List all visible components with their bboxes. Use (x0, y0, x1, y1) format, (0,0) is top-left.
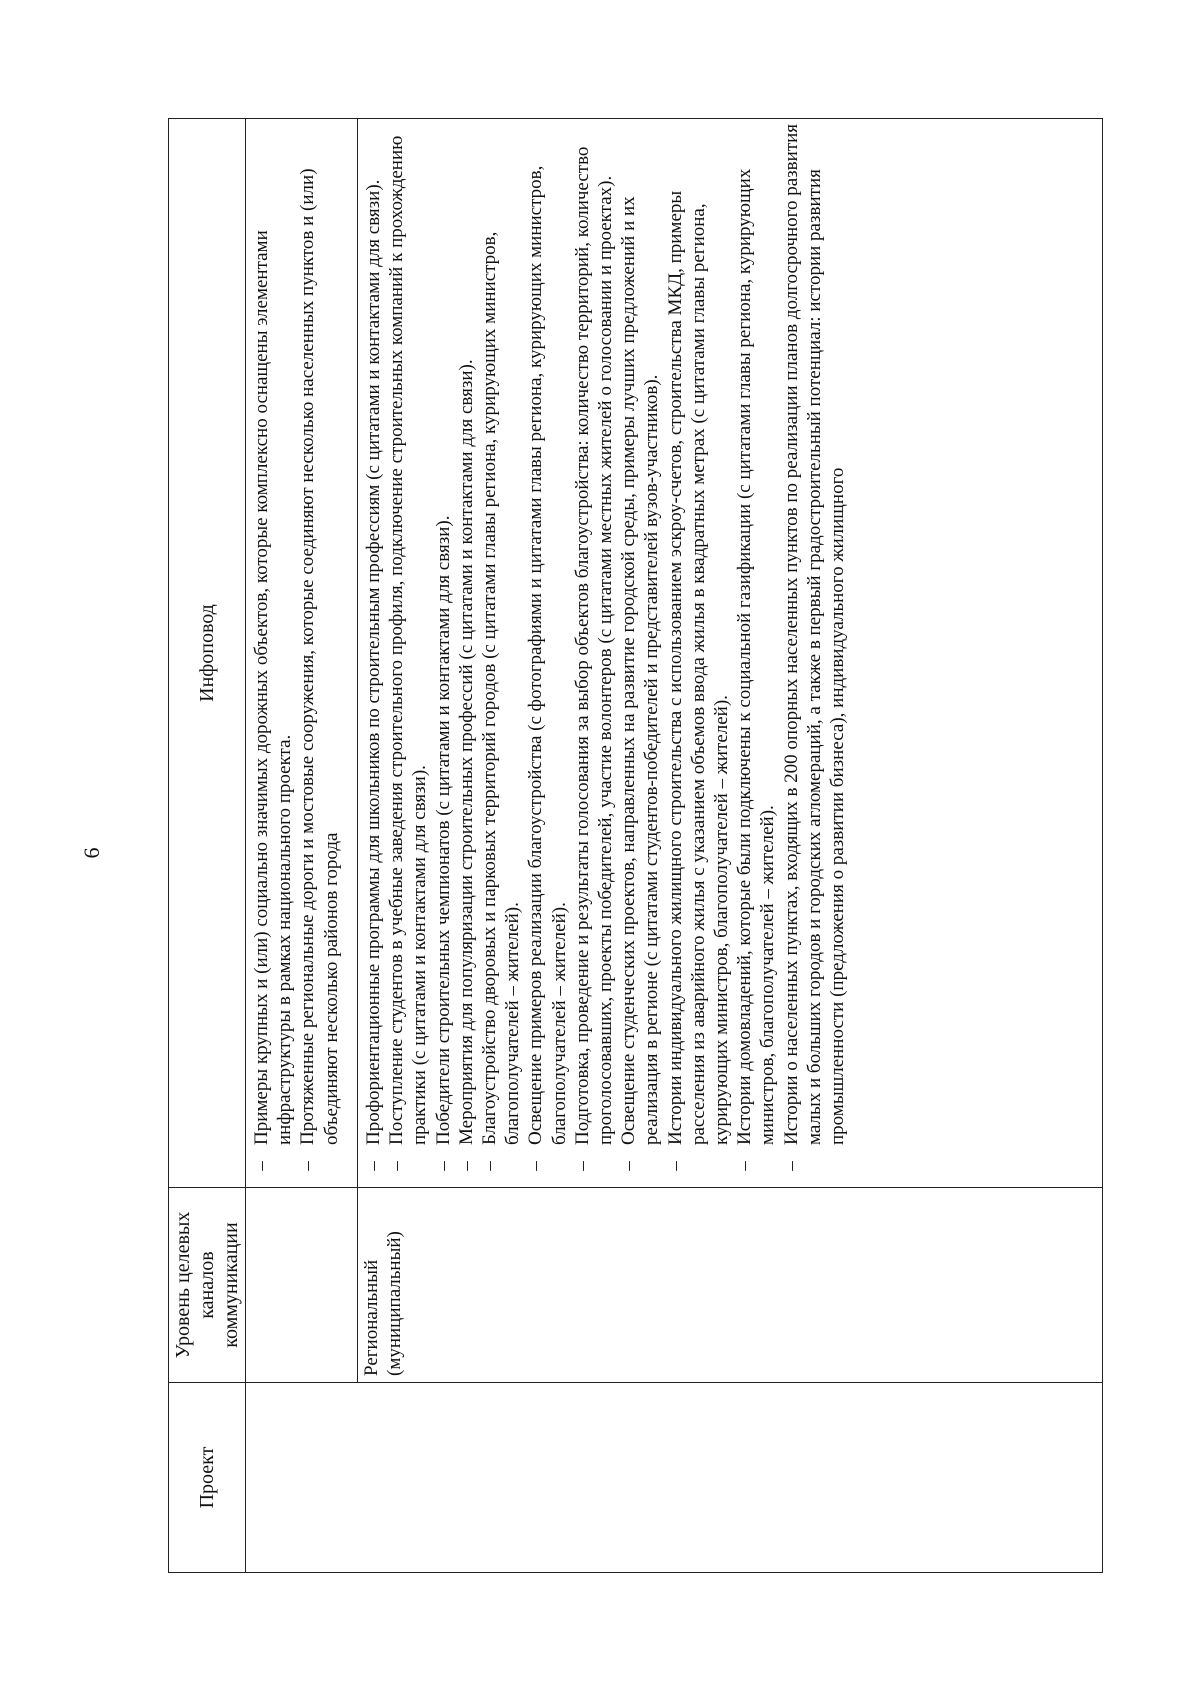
list-dash: – (525, 1161, 547, 1171)
list-item-text: Истории домовладений, которые были подключены к социальной газификации (с цитатами главы региона, курирующих министров, благополучателей – жителей). (734, 168, 779, 1145)
table-header-row (169, 119, 246, 1573)
list-item-text: Мероприятия для популяризации строительных профессий (с цитатами и контактами для связи). (455, 359, 477, 1145)
list-item (664, 123, 734, 1181)
list-dash: – (432, 1161, 454, 1171)
list-dash: – (734, 1161, 756, 1171)
list-item-text: Освещение примеров реализации благоустройства (с фотографиями и цитатами главы региона, курирующих министров, благополучателей – жителей). (525, 165, 570, 1145)
list-item (455, 123, 478, 1181)
list-item-text: Освещение студенческих проектов, направленных на развитие городской среды, примеры лучших предложений и их реализация в регионе (с цитатами студентов-победителей и представителей вузов-участников). (618, 196, 663, 1145)
list-item (478, 123, 524, 1181)
page-number: 6 (79, 847, 104, 859)
list-item (296, 123, 342, 1181)
list-item-text: Истории о населенных пунктах, входящих в 200 опорных населенных пунктов по реализации планов долгосрочного развития малых и больших городов и городских агломераций, а также в первый градостроительный потенциал: истории развития промышленности (предложения о развитии бизнеса), индивидуального жилищного (780, 123, 849, 1145)
list-item (733, 123, 779, 1181)
cell-infopovod (358, 119, 1103, 1188)
list-dash: – (363, 1161, 384, 1171)
cell-level (246, 1188, 358, 1383)
list-dash: – (664, 1161, 686, 1171)
list-item-text: Протяженные региональные дороги и мостовые сооружения, которые соединяют несколько населенных пунктов и (или) объединяют несколько районов города (297, 168, 342, 1145)
cell-project (246, 1383, 1103, 1573)
list-item-text: Подготовка, проведение и результаты голосования за выбор объектов благоустройства: количество территорий, количество проголосовавших, проекты победителей, участие волонтеров (с цитатами местных жителей о голосовании и проектах). (571, 146, 617, 1145)
list-item-text: Благоустройство дворовых и парковых территорий городов (с цитатами главы региона, курирующих министров, благополучателей – жителей). (479, 231, 524, 1145)
list-item (385, 123, 431, 1181)
list-item (362, 123, 385, 1181)
list-item (617, 123, 663, 1181)
list-dash: – (297, 1161, 319, 1171)
list-item (780, 123, 850, 1181)
header-project: Проект (169, 1383, 246, 1573)
list-item-text: Победители строительных чемпионатов (с цитатами и контактами для связи). (432, 515, 454, 1145)
list-item (432, 123, 455, 1181)
list-item (250, 123, 296, 1181)
table-row (246, 119, 358, 1573)
list-item-text: Профориентационные программы для школьников по строительным профессиям (с цитатами и контактами для связи). (363, 179, 384, 1145)
list-dash: – (780, 1161, 802, 1171)
list-dash: – (571, 1161, 593, 1171)
infopovod-list (362, 123, 849, 1181)
list-item-text: Поступление студентов в учебные заведения строительного профиля, подключение строительных компаний к прохождению практики (с цитатами и контактами для связи). (386, 135, 431, 1145)
list-dash: – (618, 1161, 640, 1171)
infopovod-list (250, 123, 343, 1181)
list-dash: – (386, 1161, 408, 1171)
infopovod-table (168, 118, 1103, 1573)
list-dash: – (251, 1161, 272, 1171)
list-item-text: Примеры крупных и (или) социально значимых дорожных объектов, которые комплексно оснащены элементами инфраструктуры в рамках национального проекта. (251, 230, 296, 1145)
cell-infopovod (246, 119, 358, 1188)
list-dash: – (479, 1161, 501, 1171)
header-infopovod: Инфоповод (169, 119, 246, 1188)
cell-level: Региональный (муниципальный) (358, 1188, 1103, 1383)
table-row (358, 119, 1103, 1573)
list-item (571, 123, 617, 1181)
list-dash: – (455, 1161, 477, 1171)
header-level: Уровень целевых каналов коммуникации (169, 1188, 246, 1383)
list-item (524, 123, 570, 1181)
document-page-rotated (168, 118, 1103, 1573)
list-item-text: Истории индивидуального жилищного строительства с использованием эскроу-счетов, строительства МКД, примеры расселения из аварийного жилья с указанием объемов ввода жилья в квадратных метрах (с цитатами главы региона, курирующих министров, благополучателей – жителей). (664, 190, 733, 1145)
